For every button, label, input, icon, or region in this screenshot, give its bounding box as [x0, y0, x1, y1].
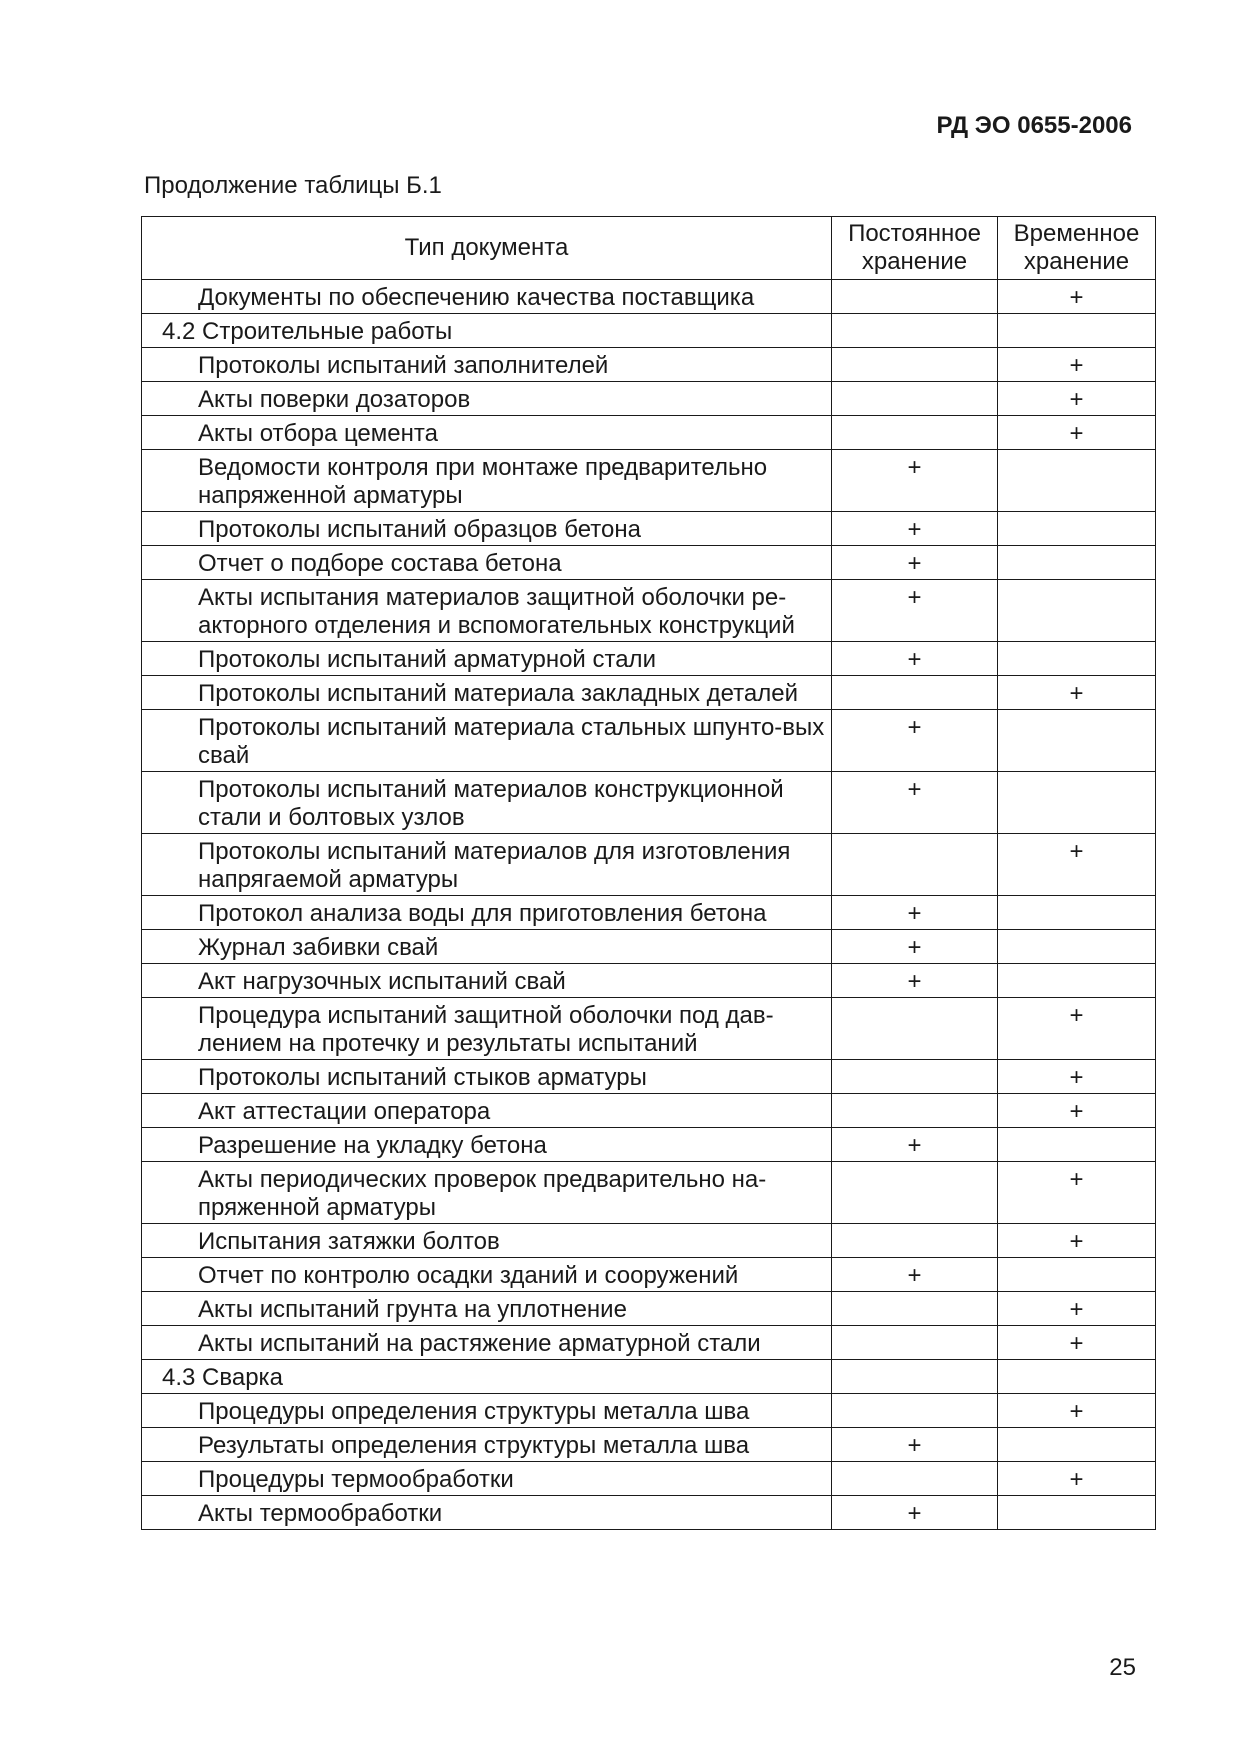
document-type-cell: Протоколы испытаний материалов для изготовления напрягаемой арматуры — [142, 834, 832, 896]
column-header-temporary: Временное хранение — [998, 217, 1156, 280]
section-row — [142, 1360, 1156, 1394]
document-type-cell: Протоколы испытаний заполнителей — [142, 348, 832, 382]
storage-table — [141, 216, 1156, 1530]
document-type-cell: Разрешение на укладку бетона — [142, 1128, 832, 1162]
permanent-storage-cell — [832, 1462, 998, 1496]
table-row — [142, 1258, 1156, 1292]
temporary-storage-cell — [998, 772, 1156, 834]
temporary-storage-cell — [998, 1360, 1156, 1394]
temporary-storage-cell — [998, 710, 1156, 772]
document-type-cell: Отчет о подборе состава бетона — [142, 546, 832, 580]
document-type-cell: Акты термообработки — [142, 1496, 832, 1530]
temporary-storage-cell: + — [998, 1094, 1156, 1128]
temporary-storage-cell — [998, 450, 1156, 512]
permanent-storage-cell: + — [832, 1128, 998, 1162]
table-row — [142, 348, 1156, 382]
document-type-cell: Протоколы испытаний материалов конструкционной стали и болтовых узлов — [142, 772, 832, 834]
temporary-storage-cell — [998, 930, 1156, 964]
document-type-cell: Акты испытания материалов защитной оболочки ре-акторного отделения и вспомогательных конструкций — [142, 580, 832, 642]
document-type-cell: Процедуры термообработки — [142, 1462, 832, 1496]
permanent-storage-cell: + — [832, 964, 998, 998]
document-type-cell: Ведомости контроля при монтаже предварительно напряженной арматуры — [142, 450, 832, 512]
table-row — [142, 450, 1156, 512]
permanent-storage-cell: + — [832, 546, 998, 580]
table-row — [142, 710, 1156, 772]
table-row — [142, 382, 1156, 416]
permanent-storage-cell — [832, 416, 998, 450]
temporary-storage-cell — [998, 580, 1156, 642]
table-row — [142, 1292, 1156, 1326]
permanent-storage-cell: + — [832, 1496, 998, 1530]
temporary-storage-cell — [998, 1428, 1156, 1462]
table-row — [142, 1060, 1156, 1094]
table-row — [142, 1224, 1156, 1258]
temporary-storage-cell: + — [998, 1326, 1156, 1360]
table-row — [142, 642, 1156, 676]
temporary-storage-cell: + — [998, 280, 1156, 314]
page-number: 25 — [1109, 1654, 1136, 1681]
document-type-cell: Процедуры определения структуры металла шва — [142, 1394, 832, 1428]
temporary-storage-cell: + — [998, 998, 1156, 1060]
document-type-cell: Акт аттестации оператора — [142, 1094, 832, 1128]
permanent-storage-cell — [832, 1094, 998, 1128]
temporary-storage-cell: + — [998, 1292, 1156, 1326]
column-header-type: Тип документа — [142, 217, 832, 280]
permanent-storage-cell — [832, 382, 998, 416]
temporary-storage-cell: + — [998, 676, 1156, 710]
temporary-storage-cell — [998, 1128, 1156, 1162]
temporary-storage-cell — [998, 1258, 1156, 1292]
table-row — [142, 546, 1156, 580]
table-row — [142, 1394, 1156, 1428]
document-type-cell: Протоколы испытаний материала закладных деталей — [142, 676, 832, 710]
temporary-storage-cell — [998, 642, 1156, 676]
temporary-storage-cell: + — [998, 834, 1156, 896]
table-row — [142, 930, 1156, 964]
document-type-cell: Документы по обеспечению качества поставщика — [142, 280, 832, 314]
document-type-cell: Отчет по контролю осадки зданий и сооружений — [142, 1258, 832, 1292]
table-row — [142, 772, 1156, 834]
permanent-storage-cell — [832, 280, 998, 314]
document-type-cell: Акты отбора цемента — [142, 416, 832, 450]
table-row — [142, 416, 1156, 450]
document-type-cell: Испытания затяжки болтов — [142, 1224, 832, 1258]
table-row — [142, 998, 1156, 1060]
permanent-storage-cell — [832, 834, 998, 896]
document-type-cell: Протоколы испытаний образцов бетона — [142, 512, 832, 546]
table-row — [142, 512, 1156, 546]
section-row — [142, 314, 1156, 348]
document-type-cell: 4.3 Сварка — [142, 1360, 832, 1394]
permanent-storage-cell: + — [832, 642, 998, 676]
temporary-storage-cell: + — [998, 1060, 1156, 1094]
document-type-cell: Акты испытаний грунта на уплотнение — [142, 1292, 832, 1326]
table-row — [142, 834, 1156, 896]
table-row — [142, 1428, 1156, 1462]
table-caption: Продолжение таблицы Б.1 — [144, 172, 442, 199]
temporary-storage-cell: + — [998, 382, 1156, 416]
table-header-row — [142, 217, 1156, 280]
temporary-storage-cell: + — [998, 1224, 1156, 1258]
document-type-cell: Протокол анализа воды для приготовления бетона — [142, 896, 832, 930]
table-row — [142, 280, 1156, 314]
permanent-storage-cell: + — [832, 512, 998, 546]
temporary-storage-cell: + — [998, 1394, 1156, 1428]
document-type-cell: Акты поверки дозаторов — [142, 382, 832, 416]
document-type-cell: Акты периодических проверок предварительно на-пряженной арматуры — [142, 1162, 832, 1224]
permanent-storage-cell — [832, 1162, 998, 1224]
temporary-storage-cell: + — [998, 416, 1156, 450]
temporary-storage-cell — [998, 896, 1156, 930]
temporary-storage-cell: + — [998, 1462, 1156, 1496]
temporary-storage-cell — [998, 964, 1156, 998]
permanent-storage-cell: + — [832, 930, 998, 964]
column-header-permanent: Постоянное хранение — [832, 217, 998, 280]
permanent-storage-cell — [832, 1360, 998, 1394]
table-row — [142, 580, 1156, 642]
permanent-storage-cell — [832, 1292, 998, 1326]
table-row — [142, 1462, 1156, 1496]
permanent-storage-cell: + — [832, 772, 998, 834]
table-row — [142, 964, 1156, 998]
document-type-cell: Процедура испытаний защитной оболочки под дав-лением на протечку и результаты испытаний — [142, 998, 832, 1060]
permanent-storage-cell — [832, 314, 998, 348]
document-type-cell: Результаты определения структуры металла шва — [142, 1428, 832, 1462]
temporary-storage-cell — [998, 512, 1156, 546]
permanent-storage-cell: + — [832, 450, 998, 512]
permanent-storage-cell — [832, 1326, 998, 1360]
document-type-cell: 4.2 Строительные работы — [142, 314, 832, 348]
doc-code: РД ЭО 0655-2006 — [936, 112, 1132, 139]
table-row — [142, 1162, 1156, 1224]
permanent-storage-cell — [832, 676, 998, 710]
document-type-cell: Журнал забивки свай — [142, 930, 832, 964]
document-type-cell: Акт нагрузочных испытаний свай — [142, 964, 832, 998]
permanent-storage-cell — [832, 998, 998, 1060]
table-row — [142, 1326, 1156, 1360]
permanent-storage-cell — [832, 1060, 998, 1094]
permanent-storage-cell — [832, 1224, 998, 1258]
temporary-storage-cell — [998, 546, 1156, 580]
table-row — [142, 1496, 1156, 1530]
document-type-cell: Акты испытаний на растяжение арматурной стали — [142, 1326, 832, 1360]
table-row — [142, 676, 1156, 710]
permanent-storage-cell: + — [832, 710, 998, 772]
table-row — [142, 1128, 1156, 1162]
permanent-storage-cell — [832, 1394, 998, 1428]
temporary-storage-cell — [998, 314, 1156, 348]
document-type-cell: Протоколы испытаний материала стальных шпунто-вых свай — [142, 710, 832, 772]
temporary-storage-cell: + — [998, 348, 1156, 382]
table-row — [142, 1094, 1156, 1128]
permanent-storage-cell: + — [832, 580, 998, 642]
permanent-storage-cell: + — [832, 1258, 998, 1292]
table-row — [142, 896, 1156, 930]
temporary-storage-cell: + — [998, 1162, 1156, 1224]
permanent-storage-cell: + — [832, 1428, 998, 1462]
permanent-storage-cell — [832, 348, 998, 382]
document-type-cell: Протоколы испытаний стыков арматуры — [142, 1060, 832, 1094]
temporary-storage-cell — [998, 1496, 1156, 1530]
document-type-cell: Протоколы испытаний арматурной стали — [142, 642, 832, 676]
permanent-storage-cell: + — [832, 896, 998, 930]
